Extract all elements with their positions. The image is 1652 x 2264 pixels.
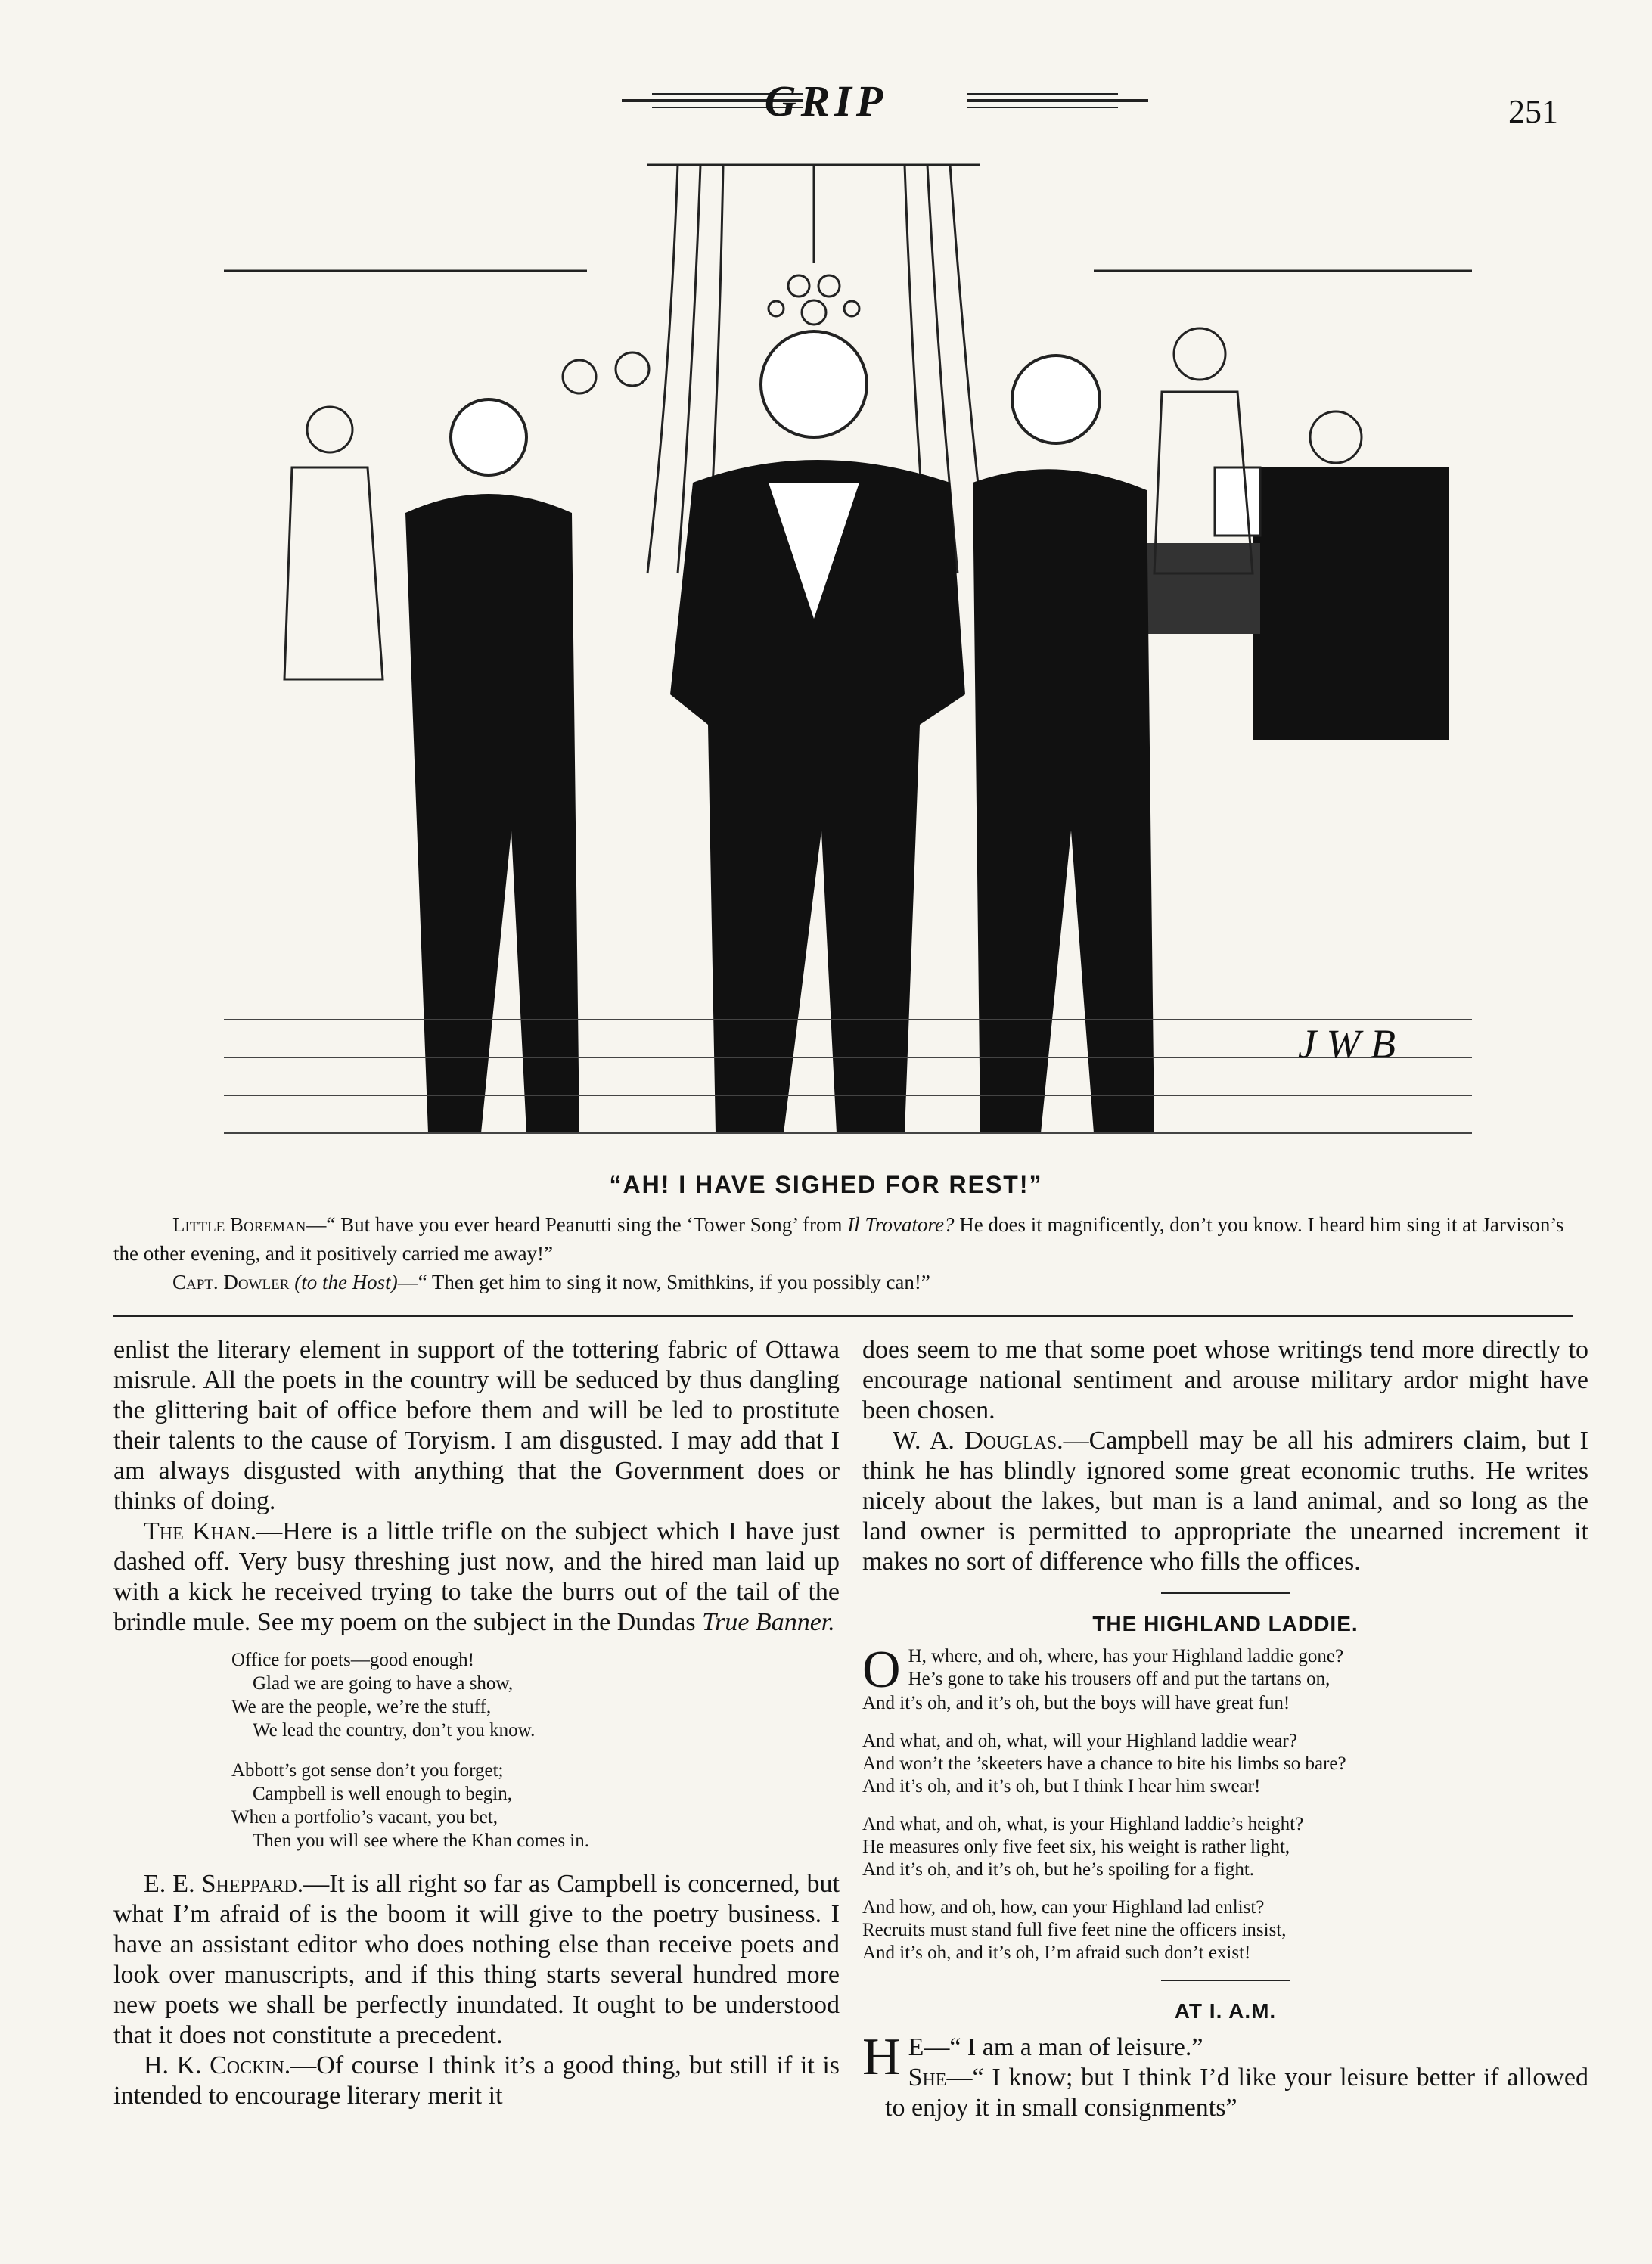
work-title: Il Trovatore? (847, 1213, 955, 1236)
poem-line: When a portfolio’s vacant, you bet, (231, 1807, 498, 1828)
poem-stanza (231, 1759, 840, 1853)
dialogue (862, 2028, 1588, 2123)
poem-line: And it’s oh, and it’s oh, but he’s spoiling for a fight. (862, 1859, 1255, 1880)
paragraph-text: —Here is a little trifle on the subject which I have just dashed off. Very busy threshing just now, and the hired man laid up with a kick he received trying to take the burrs out of the tail of the brindle mule. See my poem on the subject in the Dundas (113, 1517, 840, 1636)
poem-line: And what, and oh, what, is your Highland laddie’s height? (862, 1814, 1304, 1834)
sheet-music (1215, 467, 1260, 536)
stage-direction: (to the Host) (294, 1271, 398, 1293)
poem-stanza (862, 1896, 1588, 1964)
masthead-rule-right (967, 89, 1148, 112)
poem-line: And how, and oh, how, can your Highland lad enlist? (862, 1897, 1265, 1918)
caption-line-boreman (113, 1210, 1573, 1268)
at-title: AT I. A.M. (1174, 1999, 1277, 2023)
artist-signature: J W B (1298, 1021, 1396, 1067)
poem-line: He’s gone to take his trousers off and put the tartans on, (908, 1669, 1331, 1689)
poem-stanza (862, 1813, 1588, 1881)
speaker-name: Capt. Dowler (172, 1271, 290, 1293)
masthead (0, 70, 1652, 130)
poem-line: Recruits must stand full five feet nine the officers insist, (862, 1920, 1287, 1940)
speaker-name: She (908, 2064, 947, 2092)
khan-poem (231, 1648, 840, 1853)
poem-line: We lead the country, don’t you know. (253, 1720, 536, 1741)
poem-line: And it’s oh, and it’s oh, but I think I hear him swear! (862, 1776, 1261, 1797)
caption-title: “AH! I HAVE SIGHED FOR REST!” (609, 1171, 1043, 1198)
newspaper-title: True Banner. (702, 1608, 835, 1636)
paragraph-text: —It is all right so far as Campbell is concerned, but what I’m afraid of is the boom it will give to the poetry business. I have an assistant editor who does nothing else than receive poets and look over manuscripts, and if this thing starts several hundred more new poets we shall be perfectly inundated. It ought to be understood that it does not constitute a precedent. (113, 1870, 840, 2049)
poem-line: H, where, and oh, where, has your Highland laddie gone? (908, 1646, 1344, 1666)
poem-stanza (862, 1730, 1588, 1798)
poem-line: He measures only five feet six, his weight is rather light, (862, 1837, 1290, 1857)
left-column (113, 1335, 840, 2111)
speaker-name: E. E. Sheppard. (144, 1870, 304, 1898)
figure-right (973, 356, 1154, 1133)
dialogue-line-he: E—“ I am a man of leisure.” (908, 2033, 1203, 2061)
poem-line: Glad we are going to have a show, (253, 1673, 514, 1694)
paragraph: does seem to me that some poet whose writings tend more directly to encourage national sentiment and arouse military ardor might have been chosen. (862, 1336, 1588, 1424)
poem-line: Campbell is well enough to begin, (253, 1784, 513, 1804)
poem-stanza (231, 1648, 840, 1742)
paragraph-text: —Of course I think it’s a good thing, but still if it is intended to encourage literary merit it (113, 2051, 840, 2110)
poem-line: And it’s oh, and it’s oh, but the boys will have great fun! (862, 1693, 1290, 1713)
caption-speech: He does it magnificently, don’t you know. I heard him sing it at Jarvison’s the other evening, and it positively carried me away!” (113, 1213, 1564, 1265)
drop-cap: O (862, 1641, 901, 1699)
divider (1161, 1592, 1290, 1594)
speaker-name: W. A. Douglas. (893, 1427, 1064, 1455)
right-column (862, 1335, 1588, 2123)
page-number: 251 (1508, 93, 1558, 130)
poem-line: Abbott’s got sense don’t you forget; (231, 1760, 504, 1781)
speaker-name: The Khan. (144, 1517, 257, 1545)
paragraph: enlist the literary element in support of the tottering fabric of Ottawa misrule. All the poets in the country will be seduced by thus dangling the glittering bait of office before them and will be led to prostitute their talents to the cause of Toryism. I am disgusted. I may add that I am always disgusted with anything that the Government does or thinks of doing. (113, 1336, 840, 1515)
speaker-name: H. K. Cockin. (144, 2051, 291, 2079)
paragraph-cockin (113, 2051, 840, 2111)
masthead-title: GRIP (764, 76, 888, 126)
paragraph-khan (113, 1517, 840, 1638)
poem-line: We are the people, we’re the stuff, (231, 1697, 492, 1717)
poem-line: Then you will see where the Khan comes in. (253, 1831, 590, 1851)
paragraph-text: —Campbell may be all his admirers claim, but I think he has blindly ignored some great economic truths. He writes nicely about the lakes, but man is a land animal, and so long as the land owner is permitted to appropriate the unearned increment it makes no sort of difference who fills the offices. (862, 1427, 1588, 1576)
section-rule (113, 1315, 1573, 1317)
piano (1147, 467, 1449, 740)
drop-cap: H (862, 2028, 901, 2086)
ballad-title: THE HIGHLAND LADDIE. (1092, 1612, 1359, 1635)
caption-line-dowler (113, 1268, 1573, 1297)
poem-line: And what, and oh, what, will your Highland laddie wear? (862, 1731, 1297, 1751)
caption-speech: —“ But have you ever heard Peanutti sing the ‘Tower Song’ from (306, 1213, 848, 1236)
caption-body (113, 1210, 1573, 1297)
poem-line: And it’s oh, and it’s oh, I’m afraid such don’t exist! (862, 1943, 1251, 1963)
poem-line: And won’t the ’skeeters have a chance to bite his limbs so bare? (862, 1753, 1346, 1774)
divider (1161, 1980, 1290, 1981)
paragraph-douglas (862, 1426, 1588, 1577)
poem-stanza (862, 1641, 1588, 1715)
caption-speech: —“ Then get him to sing it now, Smithkins, if you possibly can!” (397, 1271, 930, 1293)
chandelier (769, 165, 859, 325)
figure-left (405, 399, 579, 1133)
speaker-name: Little Boreman (172, 1213, 306, 1236)
poem-line: Office for poets—good enough! (231, 1650, 474, 1670)
paragraph-sheppard (113, 1869, 840, 2051)
dialogue-line-she (862, 2063, 1588, 2123)
cartoon-illustration (224, 150, 1472, 1148)
dialogue-text: —“ I know; but I think I’d like your leisure better if allowed to enjoy it in small consignments” (885, 2064, 1588, 2122)
highland-laddie-poem (862, 1641, 1588, 1964)
